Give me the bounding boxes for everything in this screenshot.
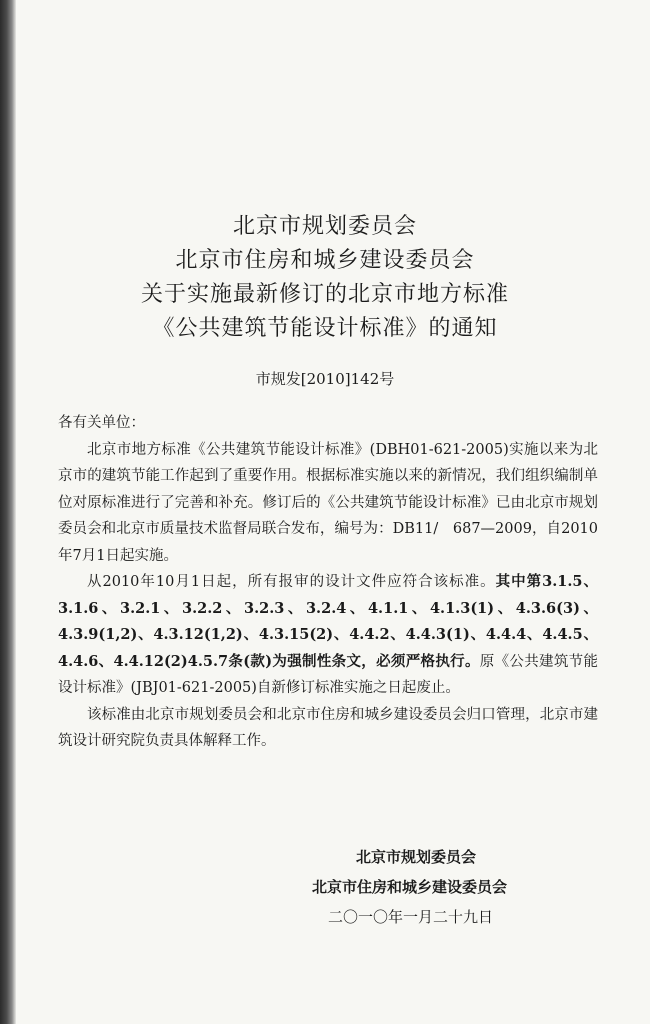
signature-org-2: 北京市住房和城乡建设委员会 (312, 878, 508, 896)
title-line-2: 北京市住房和城乡建设委员会 (175, 248, 475, 273)
signature-block (300, 842, 560, 932)
paragraph-2-intro: 从2010年10月1日起，所有报审的设计文件应符合该标准。 (87, 574, 496, 590)
mandatory-clauses: 其中第3.1.5、3.1.6、3.2.1、3.2.2、3.2.3、3.2.4、4.1.1、4.1.3(1)、4.3.6(3)、4.3.9(1,2)、4.3.12(1,2)、4.3.15(2)、4.4.2、4.4.3(1)、4.4.4、4.4.5、4.4.6、4.4.12(2)4.5.7条(款)为强制性条文，必须严格执行。 (58, 573, 598, 670)
paragraph-3: 该标准由北京市规划委员会和北京市住房和城乡建设委员会归口管理，北京市建筑设计研究院负责具体解释工作。 (58, 706, 598, 749)
title-line-1: 北京市规划委员会 (232, 214, 417, 239)
paragraph-1: 北京市地方标准《公共建筑节能设计标准》(DBH01-621-2005)实施以来为北京市的建筑节能工作起到了重要作用。根据标准实施以来的新情况，我们组织编制单位对原标准进行了完善和补充。修订后的《公共建筑节能设计标准》已由北京市规划委员会和北京市质量技术监督局联合发布，编号为：DB11/ 687—2009，自2010年7月1日起实施。 (58, 441, 598, 564)
signature-date: 二〇一〇年一月二十九日 (328, 908, 494, 926)
document-number: 市规发[2010]142号 (255, 370, 395, 388)
signature-org-1: 北京市规划委员会 (356, 848, 477, 866)
title-line-4: 《公共建筑节能设计标准》的通知 (152, 316, 498, 341)
notice-body (58, 410, 598, 755)
title-line-3: 关于实施最新修订的北京市地方标准 (140, 282, 509, 307)
paragraph-2-end: 原《公共建筑节能设计标准》(JBJ01-621-2005)自新修订标准实施之日起废止。 (58, 653, 598, 696)
salutation: 各有关单位： (58, 415, 145, 431)
notice-title (40, 210, 610, 346)
paragraph-2 (58, 569, 598, 702)
